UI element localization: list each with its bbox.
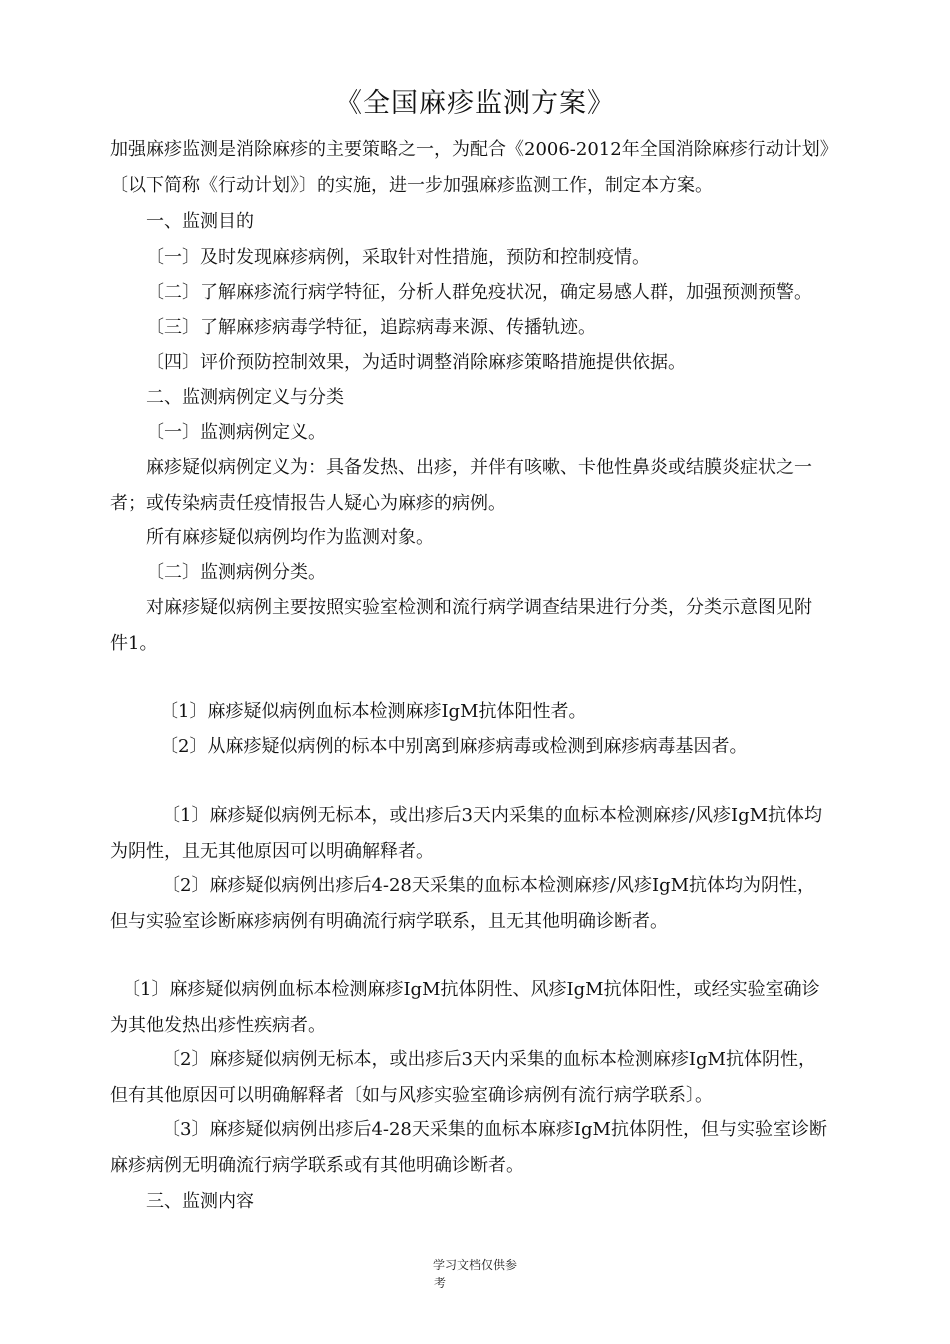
section-heading-content: 三、监测内容	[146, 1191, 254, 1212]
classification-paragraph	[110, 590, 812, 662]
excluded-item-1-line-2: 为其他发热出疹性疾病者。	[110, 1015, 326, 1036]
excluded-item-3-line-1: 〔3〕麻疹疑似病例出疹后4-28天采集的血标本麻疹IgM抗体阴性，但与实验室诊断	[162, 1119, 827, 1140]
clinical-item-2-line-1: 〔2〕麻疹疑似病例出疹后4-28天采集的血标本检测麻疹/风疹IgM抗体均为阴性，	[162, 875, 816, 896]
lab-confirmed-item-1: 〔1〕麻疹疑似病例血标本检测麻疹IgM抗体阳性者。	[160, 701, 587, 722]
intro-line-2: 〔以下简称《行动计划》〕的实施，进一步加强麻疹监测工作，制定本方案。	[110, 175, 713, 196]
goal-item-2: 〔二〕了解麻疹流行病学特征，分析人群免疫状况，确定易感人群，加强预测预警。	[146, 282, 812, 303]
excluded-item-3	[110, 1112, 827, 1184]
excluded-item-2-line-2: 但有其他原因可以明确解释者〔如与风疹实验室确诊病例有流行病学联系〕。	[110, 1085, 713, 1106]
intro-paragraph	[110, 132, 838, 204]
footer-line-2: 考	[434, 1276, 447, 1290]
all-suspected-text: 所有麻疹疑似病例均作为监测对象。	[146, 527, 434, 548]
intro-line-1: 加强麻疹监测是消除麻疹的主要策略之一，为配合《2006-2012年全国消除麻疹行动计划》	[110, 139, 838, 160]
clinical-item-1-line-1: 〔1〕麻疹疑似病例无标本，或出疹后3天内采集的血标本检测麻疹/风疹IgM抗体均	[162, 805, 823, 826]
excluded-item-1-line-1: 〔1〕麻疹疑似病例血标本检测麻疹IgM抗体阴性、风疹IgM抗体阳性，或经实验室确诊	[122, 979, 820, 1000]
section-heading-case-definition: 二、监测病例定义与分类	[146, 387, 344, 408]
page-footer	[420, 1256, 530, 1292]
excluded-item-1	[110, 972, 820, 1044]
lab-confirmed-item-2: 〔2〕从麻疹疑似病例的标本中别离到麻疹病毒或检测到麻疹病毒基因者。	[160, 736, 748, 757]
goal-item-3: 〔三〕了解麻疹病毒学特征，追踪病毒来源、传播轨迹。	[146, 317, 596, 338]
definition-line-2: 者；或传染病责任疫情报告人疑心为麻疹的病例。	[110, 493, 506, 514]
subsection-classification-heading: 〔二〕监测病例分类。	[146, 562, 326, 583]
section-heading-purpose: 一、监测目的	[146, 211, 254, 232]
goal-item-4: 〔四〕评价预防控制效果，为适时调整消除麻疹策略措施提供依据。	[146, 352, 686, 373]
excluded-item-3-line-2: 麻疹病例无明确流行病学联系或有其他明确诊断者。	[110, 1155, 524, 1176]
clinical-item-1	[110, 798, 822, 870]
excluded-item-2	[110, 1042, 816, 1114]
footer-line-1: 学习文档仅供参	[432, 1258, 517, 1272]
goal-item-1: 〔一〕及时发现麻疹病例，采取针对性措施，预防和控制疫情。	[146, 247, 650, 268]
definition-paragraph	[110, 450, 812, 522]
clinical-item-1-line-2: 为阴性，且无其他原因可以明确解释者。	[110, 841, 434, 862]
classification-line-2: 件1。	[110, 633, 158, 654]
classification-line-1: 对麻疹疑似病例主要按照实验室检测和流行病学调查结果进行分类，分类示意图见附	[146, 597, 812, 618]
clinical-item-2-line-2: 但与实验室诊断麻疹病例有明确流行病学联系，且无其他明确诊断者。	[110, 911, 668, 932]
definition-line-1: 麻疹疑似病例定义为：具备发热、出疹，并伴有咳嗽、卡他性鼻炎或结膜炎症状之一	[146, 457, 812, 478]
clinical-item-2	[110, 868, 815, 940]
document-title: 《全国麻疹监测方案》	[335, 88, 615, 119]
subsection-definition-heading: 〔一〕监测病例定义。	[146, 422, 326, 443]
excluded-item-2-line-1: 〔2〕麻疹疑似病例无标本，或出疹后3天内采集的血标本检测麻疹IgM抗体阴性，	[162, 1049, 816, 1070]
